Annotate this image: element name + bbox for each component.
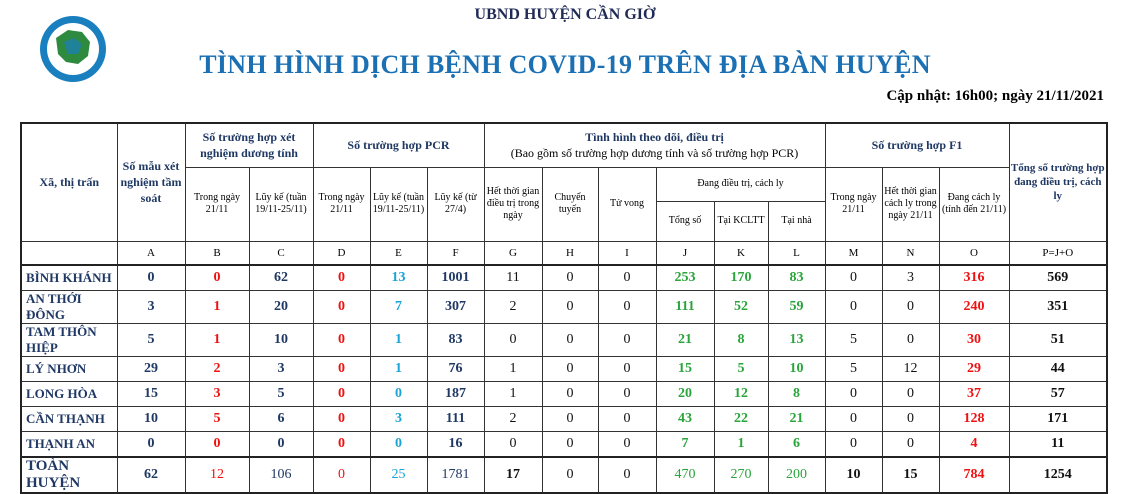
column-letter: O xyxy=(939,241,1009,265)
cell-j: 15 xyxy=(656,356,714,381)
cell-i: 0 xyxy=(598,381,656,406)
cell-n: 0 xyxy=(882,290,939,323)
header-treatment-kcltt: Tại KCLTT xyxy=(714,201,768,241)
column-letter: J xyxy=(656,241,714,265)
cell-e: 1 xyxy=(370,323,427,356)
cell-f: 187 xyxy=(427,381,484,406)
header-positive-cumulative: Lũy kế (tuần 19/11-25/11) xyxy=(249,167,313,241)
column-letter: E xyxy=(370,241,427,265)
header-finished: Hết thời gian điều trị trong ngày xyxy=(484,167,542,241)
cell-g: 11 xyxy=(484,265,542,291)
cell-o: 37 xyxy=(939,381,1009,406)
cell-a: 0 xyxy=(117,431,185,457)
cell-e: 13 xyxy=(370,265,427,291)
cell-g: 17 xyxy=(484,457,542,493)
cell-k: 12 xyxy=(714,381,768,406)
cell-g: 0 xyxy=(484,323,542,356)
cell-pjo: 351 xyxy=(1009,290,1107,323)
header-positive-in-day: Trong ngày 21/11 xyxy=(185,167,249,241)
cell-c: 3 xyxy=(249,356,313,381)
cell-d: 0 xyxy=(313,381,370,406)
cell-o: 316 xyxy=(939,265,1009,291)
table-row xyxy=(21,431,1107,457)
cell-j: 21 xyxy=(656,323,714,356)
cell-d: 0 xyxy=(313,457,370,493)
cell-h: 0 xyxy=(542,431,598,457)
cell-e: 0 xyxy=(370,431,427,457)
cell-n: 15 xyxy=(882,457,939,493)
cell-c: 6 xyxy=(249,406,313,431)
cell-e: 1 xyxy=(370,356,427,381)
cell-i: 0 xyxy=(598,323,656,356)
cell-g: 2 xyxy=(484,290,542,323)
column-letter-empty xyxy=(21,241,117,265)
cell-d: 0 xyxy=(313,406,370,431)
row-commune-name: BÌNH KHÁNH xyxy=(21,265,117,291)
cell-j: 253 xyxy=(656,265,714,291)
cell-pjo: 44 xyxy=(1009,356,1107,381)
column-letter: L xyxy=(768,241,825,265)
cell-m: 0 xyxy=(825,381,882,406)
column-letter: M xyxy=(825,241,882,265)
cell-a: 10 xyxy=(117,406,185,431)
cell-e: 25 xyxy=(370,457,427,493)
cell-j: 43 xyxy=(656,406,714,431)
cell-n: 12 xyxy=(882,356,939,381)
row-commune-name: TAM THÔN HIỆP xyxy=(21,323,117,356)
cell-f: 83 xyxy=(427,323,484,356)
header-commune: Xã, thị trấn xyxy=(21,123,117,241)
cell-n: 3 xyxy=(882,265,939,291)
cell-h: 0 xyxy=(542,323,598,356)
cell-h: 0 xyxy=(542,406,598,431)
header-total-group: Tổng số trường hợp đang điều trị, cách ly xyxy=(1009,123,1107,241)
cell-g: 0 xyxy=(484,431,542,457)
table-row xyxy=(21,323,1107,356)
cell-m: 0 xyxy=(825,290,882,323)
cell-f: 76 xyxy=(427,356,484,381)
cell-i: 0 xyxy=(598,356,656,381)
cell-i: 0 xyxy=(598,290,656,323)
cell-l: 13 xyxy=(768,323,825,356)
cell-k: 52 xyxy=(714,290,768,323)
cell-c: 0 xyxy=(249,431,313,457)
cell-k: 22 xyxy=(714,406,768,431)
row-commune-name: TOÀN HUYỆN xyxy=(21,457,117,493)
cell-f: 307 xyxy=(427,290,484,323)
cell-m: 10 xyxy=(825,457,882,493)
cell-e: 7 xyxy=(370,290,427,323)
cell-k: 1 xyxy=(714,431,768,457)
header-under-treatment: Đang điều trị, cách ly xyxy=(656,167,825,201)
cell-n: 0 xyxy=(882,431,939,457)
column-letter: D xyxy=(313,241,370,265)
cell-i: 0 xyxy=(598,431,656,457)
cell-a: 3 xyxy=(117,290,185,323)
cell-d: 0 xyxy=(313,431,370,457)
cell-m: 0 xyxy=(825,265,882,291)
page-title: TÌNH HÌNH DỊCH BỆNH COVID-19 TRÊN ĐỊA BÀN HUYỆN xyxy=(199,50,931,79)
cell-e: 3 xyxy=(370,406,427,431)
cell-i: 0 xyxy=(598,265,656,291)
cell-f: 111 xyxy=(427,406,484,431)
header-deaths: Tử vong xyxy=(598,167,656,241)
header-tracking-sub: (Bao gồm số trường hợp dương tính và số trường hợp PCR) xyxy=(510,146,799,161)
header-tracking-title: Tình hình theo dõi, điều trị xyxy=(585,130,724,145)
cell-c: 62 xyxy=(249,265,313,291)
cell-b: 5 xyxy=(185,406,249,431)
header-tracking-group xyxy=(484,123,825,167)
cell-g: 1 xyxy=(484,356,542,381)
cell-pjo: 11 xyxy=(1009,431,1107,457)
cell-n: 0 xyxy=(882,323,939,356)
column-letter: I xyxy=(598,241,656,265)
header-positive-group: Số trường hợp xét nghiệm dương tính xyxy=(185,123,313,167)
cell-a: 29 xyxy=(117,356,185,381)
header-f1-finished: Hết thời gian cách ly trong ngày 21/11 xyxy=(882,167,939,241)
update-timestamp: Cập nhật: 16h00; ngày 21/11/2021 xyxy=(886,88,1104,104)
cell-j: 7 xyxy=(656,431,714,457)
cell-h: 0 xyxy=(542,265,598,291)
cell-o: 30 xyxy=(939,323,1009,356)
column-letter: F xyxy=(427,241,484,265)
cell-pjo: 171 xyxy=(1009,406,1107,431)
row-commune-name: AN THỚI ĐÔNG xyxy=(21,290,117,323)
table-row xyxy=(21,381,1107,406)
cell-l: 21 xyxy=(768,406,825,431)
cell-l: 59 xyxy=(768,290,825,323)
table-row xyxy=(21,290,1107,323)
cell-f: 1001 xyxy=(427,265,484,291)
cell-c: 20 xyxy=(249,290,313,323)
header-pcr-cumulative-week: Lũy kế (tuần 19/11-25/11) xyxy=(370,167,427,241)
cell-o: 240 xyxy=(939,290,1009,323)
column-letter: B xyxy=(185,241,249,265)
cell-i: 0 xyxy=(598,406,656,431)
cell-b: 2 xyxy=(185,356,249,381)
header-f1-group: Số trường hợp F1 xyxy=(825,123,1009,167)
column-letter: H xyxy=(542,241,598,265)
row-commune-name: LONG HÒA xyxy=(21,381,117,406)
column-letter: K xyxy=(714,241,768,265)
column-letter-row xyxy=(21,241,1107,265)
header-pcr-in-day: Trong ngày 21/11 xyxy=(313,167,370,241)
cell-pjo: 51 xyxy=(1009,323,1107,356)
row-commune-name: LÝ NHƠN xyxy=(21,356,117,381)
cell-g: 1 xyxy=(484,381,542,406)
covid-status-table xyxy=(20,122,1108,494)
header-pcr-group: Số trường hợp PCR xyxy=(313,123,484,167)
cell-k: 5 xyxy=(714,356,768,381)
cell-h: 0 xyxy=(542,356,598,381)
cell-d: 0 xyxy=(313,323,370,356)
cell-g: 2 xyxy=(484,406,542,431)
table-row xyxy=(21,356,1107,381)
cell-l: 83 xyxy=(768,265,825,291)
cell-k: 8 xyxy=(714,323,768,356)
cell-e: 0 xyxy=(370,381,427,406)
row-commune-name: CẦN THẠNH xyxy=(21,406,117,431)
cell-b: 1 xyxy=(185,290,249,323)
header-f1-isolating: Đang cách ly (tính đến 21/11) xyxy=(939,167,1009,241)
cell-i: 0 xyxy=(598,457,656,493)
cell-o: 4 xyxy=(939,431,1009,457)
table-row xyxy=(21,265,1107,291)
cell-f: 1781 xyxy=(427,457,484,493)
cell-m: 5 xyxy=(825,323,882,356)
column-letter: P=J+O xyxy=(1009,241,1107,265)
cell-b: 1 xyxy=(185,323,249,356)
cell-l: 8 xyxy=(768,381,825,406)
cell-c: 5 xyxy=(249,381,313,406)
header-f1-in-day: Trong ngày 21/11 xyxy=(825,167,882,241)
cell-c: 106 xyxy=(249,457,313,493)
header-transferred: Chuyển tuyến xyxy=(542,167,598,241)
cell-a: 5 xyxy=(117,323,185,356)
cell-o: 128 xyxy=(939,406,1009,431)
header-treatment-total: Tổng số xyxy=(656,201,714,241)
cell-m: 5 xyxy=(825,356,882,381)
org-name: UBND HUYỆN CẦN GIỜ xyxy=(474,6,656,23)
cell-pjo: 1254 xyxy=(1009,457,1107,493)
column-letter: G xyxy=(484,241,542,265)
total-row xyxy=(21,457,1107,493)
cell-d: 0 xyxy=(313,290,370,323)
cell-n: 0 xyxy=(882,381,939,406)
cell-d: 0 xyxy=(313,265,370,291)
cell-j: 470 xyxy=(656,457,714,493)
cell-o: 784 xyxy=(939,457,1009,493)
cell-h: 0 xyxy=(542,290,598,323)
header-treatment-home: Tại nhà xyxy=(768,201,825,241)
cell-a: 0 xyxy=(117,265,185,291)
cell-a: 62 xyxy=(117,457,185,493)
row-commune-name: THẠNH AN xyxy=(21,431,117,457)
cell-k: 170 xyxy=(714,265,768,291)
cell-h: 0 xyxy=(542,457,598,493)
column-letter: A xyxy=(117,241,185,265)
cell-b: 3 xyxy=(185,381,249,406)
column-letter: C xyxy=(249,241,313,265)
header-pcr-cumulative-from: Lũy kế (từ 27/4) xyxy=(427,167,484,241)
cell-n: 0 xyxy=(882,406,939,431)
table-row xyxy=(21,406,1107,431)
cell-b: 0 xyxy=(185,431,249,457)
cell-b: 12 xyxy=(185,457,249,493)
cell-c: 10 xyxy=(249,323,313,356)
cell-l: 10 xyxy=(768,356,825,381)
cell-l: 6 xyxy=(768,431,825,457)
cell-d: 0 xyxy=(313,356,370,381)
cell-a: 15 xyxy=(117,381,185,406)
cell-j: 111 xyxy=(656,290,714,323)
cell-h: 0 xyxy=(542,381,598,406)
cell-pjo: 57 xyxy=(1009,381,1107,406)
cell-pjo: 569 xyxy=(1009,265,1107,291)
cell-l: 200 xyxy=(768,457,825,493)
column-letter: N xyxy=(882,241,939,265)
cell-m: 0 xyxy=(825,406,882,431)
cell-f: 16 xyxy=(427,431,484,457)
cell-m: 0 xyxy=(825,431,882,457)
cell-j: 20 xyxy=(656,381,714,406)
cell-b: 0 xyxy=(185,265,249,291)
cell-o: 29 xyxy=(939,356,1009,381)
header-samples: Số mẫu xét nghiệm tầm soát xyxy=(117,123,185,241)
cell-k: 270 xyxy=(714,457,768,493)
